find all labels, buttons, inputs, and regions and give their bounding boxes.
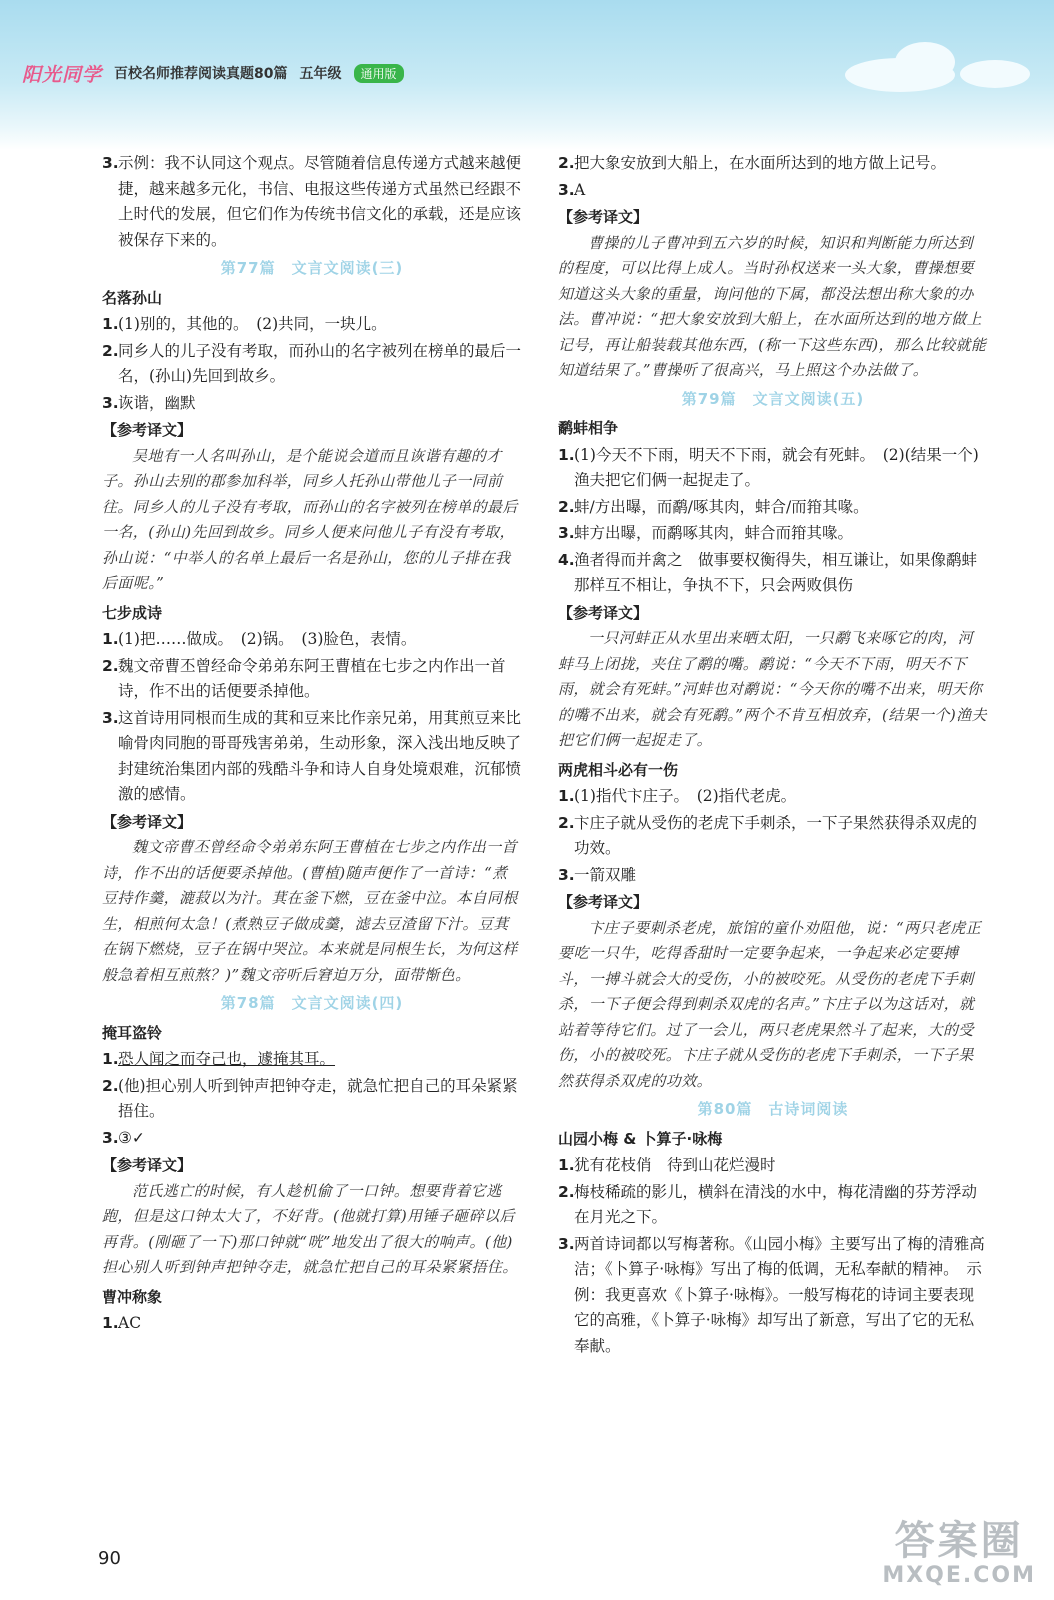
answer-item: 2. 卞庄子就从受伤的老虎下手刺杀，一下子果然获得杀双虎的功效。 [558,813,978,857]
right-column [558,150,988,1360]
answer-item: 1. (1)把……做成。 (2)锅。 (3)脸色，表情。 [102,630,417,648]
section-heading: 第80篇 古诗词阅读 [697,1100,849,1118]
answer-item: 2. 蚌/方出曝，而鹬/啄其肉，蚌合/而箝其喙。 [558,497,869,516]
answer-item: 3. A [558,180,586,199]
translation-text: 卞庄子要刺杀老虎，旅馆的童仆劝阻他，说：“两只老虎正要吃一只牛，吃得香甜时一定要争起来，一争起来必定要搏斗，一搏斗就会大的受伤，小的被咬死。从受伤的老虎下手刺杀，一下子便会得到刺杀双虎的名声。”卞庄子以为这话对，就站着等待它们。过了一会儿，两只老虎果然斗了起来，大的受伤，小的被咬死。卞庄子就从受伤的老虎下手刺杀，一下子果然获得杀双虎的功效。 [558,918,982,1090]
page-header [22,58,404,88]
answer-item: 1. (1)今天不下雨，明天不下雨，就会有死蚌。 (2)(结果一个)渔夫把它们俩一起捉走了。 [558,445,979,489]
cloud-decoration [895,42,955,82]
answer-item: 1. (1)指代卞庄子。 (2)指代老虎。 [558,787,797,805]
translation-tag: 【参考译文】 [558,603,649,622]
grade-label: 五年级 [299,66,342,82]
answer-item: 4. 渔者得而并禽之 做事要权衡得失，相互谦让，如果像鹬蚌那样互不相让，争执不下，只会两败俱伤 [558,550,978,594]
left-column [102,150,522,1338]
answer-item: 1. 恐人闻之而夺己也，遽掩其耳。 [102,1050,336,1068]
text-title: 鹬蚌相争 [558,419,619,437]
edition-badge: 通用版 [354,64,404,83]
answer-item: 3. 一箭双雕 [558,865,637,884]
watermark-url: MXQE.COM [882,1563,1036,1588]
text-title: 山园小梅 & 卜算子·咏梅 [558,1129,723,1148]
answer-item: 3. ③✓ [102,1128,145,1147]
translation-text: 范氏逃亡的时候，有人趁机偷了一口钟。想要背着它逃跑，但是这口钟太大了，不好背。(他就打算)用锤子砸碎以后再背。(刚砸了一下)那口钟就“咣”地发出了很大的响声。(他)担心别人听到钟声把钟夺走，就急忙把自己的耳朵紧紧捂住。 [102,1181,518,1276]
text-title: 两虎相斗必有一伤 [558,760,679,779]
text-title: 掩耳盗铃 [102,1023,163,1042]
answer-item: 3. 两首诗词都以写梅著称。《山园小梅》主要写出了梅的清雅高洁；《卜算子·咏梅》写出了梅的低调，无私奉献的精神。 示例：我更喜欢《卜算子·咏梅》。一般写梅花的诗词主要表现它的高雅，《卜算子·咏梅》却写出了新意，写出了它的无私奉献。 [558,1234,985,1355]
answer-item: 2. 魏文帝曹丕曾经命令弟弟东阿王曹植在七步之内作出一首诗，作不出的话便要杀掉他。 [102,656,506,700]
answer-item: 2. 把大象安放到大船上，在水面所达到的地方做上记号。 [558,154,947,172]
series-title: 百校名师推荐阅读真题80篇 [114,66,288,82]
text-title: 曹冲称象 [102,1287,163,1306]
translation-text: 一只河蚌正从水里出来晒太阳，一只鹬飞来啄它的肉，河蚌马上闭拢，夹住了鹬的嘴。鹬说：“今天不下雨，明天不下雨，就会有死蚌。”河蚌也对鹬说：“今天你的嘴不出来，明天你的嘴不出来，就会有死鹬。”两个不肯互相放弃，(结果一个)渔夫把它们俩一起捉走了。 [558,629,987,749]
cloud-decoration [960,60,1030,88]
section-heading: 第79篇 文言文阅读(五) [681,389,865,408]
watermark-logo [882,1519,1036,1588]
translation-text: 吴地有一人名叫孙山，是个能说会道而且诙谐有趣的才子。孙山去别的郡参加科举，同乡人托孙山带他儿子一同前往。同乡人的儿子没有考取，而孙山的名字被列在榜单的最后一名，(孙山)先回到故乡。同乡人便来问他儿子有没有考取，孙山说：“中举人的名单上最后一名是孙山，您的儿子排在我后面呢。” [102,446,518,592]
translation-tag: 【参考译文】 [102,812,193,831]
answer-item: 3. 这首诗用同根而生成的萁和豆来比作亲兄弟，用萁煎豆来比喻骨肉同胞的哥哥残害弟弟，生动形象，深入浅出地反映了封建统治集团内部的残酷斗争和诗人自身处境艰难，沉郁愤激的感情。 [102,708,522,803]
answer-item: 1. (1)别的，其他的。 (2)共同，一块儿。 [102,315,387,333]
translation-tag: 【参考译文】 [102,421,193,439]
answer-item: 3. 示例：我不认同这个观点。尽管随着信息传递方式越来越便捷，越来越多元化，书信、电报这些传递方式虽然已经跟不上时代的发展，但它们作为传统书信文化的承载，还是应该被保存下来的。 [102,154,522,249]
translation-text: 曹操的儿子曹冲到五六岁的时候，知识和判断能力所达到的程度，可以比得上成人。当时孙权送来一头大象，曹操想要知道这头大象的重量，询问他的下属，都没法想出称大象的办法。曹冲说：“把大象安放到大船上，在水面所达到的地方做上记号，再让船装载其他东西，(称一下这些东西)，那么比较就能知道结果了。”曹操听了很高兴，马上照这个办法做了。 [558,233,987,379]
text-title: 名落孙山 [102,288,163,307]
answer-item: 2. (他)担心别人听到钟声把钟夺走，就急忙把自己的耳朵紧紧捂住。 [102,1076,518,1120]
translation-tag: 【参考译文】 [558,208,649,226]
answer-item: 3. 蚌方出曝，而鹬啄其肉，蚌合而箝其喙。 [558,524,854,542]
answer-item: 2. 梅枝稀疏的影儿，横斜在清浅的水中，梅花清幽的芬芳浮动在月光之下。 [558,1182,978,1226]
translation-tag: 【参考译文】 [558,893,649,911]
text-title: 七步成诗 [102,603,163,622]
page-number: 90 [98,1548,121,1569]
answer-item: 1. AC [102,1314,142,1332]
answer-item: 1. 犹有花枝俏 待到山花烂漫时 [558,1156,776,1174]
answer-item: 2. 同乡人的儿子没有考取，而孙山的名字被列在榜单的最后一名，(孙山)先回到故乡。 [102,341,522,385]
translation-tag: 【参考译文】 [102,1156,193,1174]
section-heading: 第78篇 文言文阅读(四) [220,994,404,1012]
brand-logo: 阳光同学 [22,63,103,86]
translation-text: 魏文帝曹丕曾经命令弟弟东阿王曹植在七步之内作出一首诗，作不出的话便要杀掉他。(曹植)随声便作了一首诗：“煮豆持作羹，漉菽以为汁。萁在釜下燃，豆在釜中泣。本自同根生，相煎何太急！(煮熟豆子做成羹，滤去豆渣留下汁。豆萁在锅下燃烧，豆子在锅中哭泣。本来就是同根生长，为何这样般急着相互煎熬？)”魏文帝听后窘迫万分，面带惭色。 [102,838,518,984]
answer-item: 3. 诙谐，幽默 [102,393,196,412]
section-heading: 第77篇 文言文阅读(三) [220,259,404,277]
watermark-text: 答案圈 [894,1518,1024,1564]
